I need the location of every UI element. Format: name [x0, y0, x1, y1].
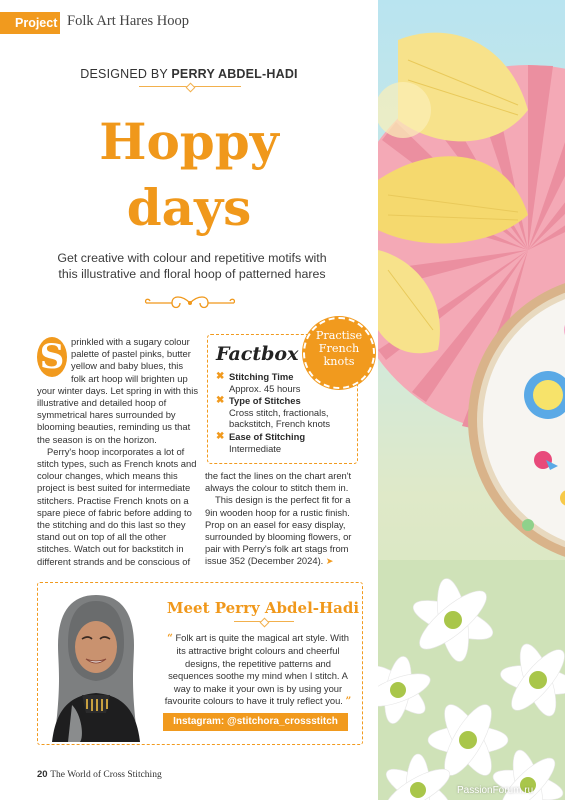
project-photo [378, 0, 565, 800]
designer-name: PERRY ABDEL-HADI [171, 67, 298, 81]
magazine-name: The World of Cross Stitching [50, 770, 162, 780]
factbox-item [216, 395, 349, 430]
body-paragraph-4: This design is the perfect fit for a 9in wooden hoop for a rustic finish. Prop on an easel for easy display, surrounded by blooming flowers, or pair with Perry's folk art stags from issue 352 (December 2024). [205, 494, 352, 567]
body-column-2 [205, 470, 365, 568]
designer-quote [163, 632, 353, 708]
meet-divider [234, 621, 294, 622]
headline-line-1: Hoppy [99, 112, 279, 171]
page-number: 20 [37, 769, 48, 780]
open-quote-icon: “ [167, 633, 173, 644]
meet-designer-box [37, 582, 363, 745]
end-arrow-icon: ➤ [325, 556, 334, 567]
section-tag: Project [0, 12, 60, 34]
headline-line-2: days [126, 178, 252, 237]
body-column-1 [37, 336, 198, 568]
standfirst: Get creative with colour and repetitive motifs with this illustrative and floral hoop of patterned hares [57, 251, 327, 281]
meet-title: Meet Perry Abdel-Hadi [166, 599, 360, 617]
factbox-label: Ease of Stitching [229, 430, 306, 442]
factbox-item [216, 431, 349, 454]
designer-byline [0, 67, 378, 81]
factbox-value: Intermediate [229, 442, 282, 454]
badge-line-3: knots [323, 355, 355, 368]
instagram-handle[interactable]: Instagram: @stitchora_crossstitch [163, 713, 348, 731]
designer-portrait [42, 587, 150, 742]
page-footer [37, 769, 162, 780]
drop-cap: S [37, 337, 67, 377]
quote-text: Folk art is quite the magical art style. With its attractive bright colours and cheerful designs, the repetitive patterns and sequences soothe my mind when I stitch. A way to make it your own is by using your favourite colours to have it truly reflect you. [164, 632, 349, 707]
cross-stitch-icon: ✖ [216, 395, 225, 407]
white-daisies [378, 560, 565, 800]
badge-line-2: French [318, 342, 360, 355]
body-paragraph-3: the fact the lines on the chart aren't always the colour to stitch them in. [205, 470, 352, 494]
factbox-label: Stitching Time [229, 371, 294, 382]
byline-divider [139, 86, 241, 87]
tip-badge [303, 317, 375, 389]
factbox-title: Factbox [216, 343, 299, 365]
badge-line-1: Practise [315, 329, 363, 342]
body-paragraph-2: Perry's hoop incorporates a lot of stitch types, such as French knots and colour changes, which means this project is best suited for intermediate stitchers. Practise French knots on a spare piece of fabric before adding to the stitching and do this last so they stand out on top of all the other stitches. Watch out for backstitch in different strands and be conscious of [37, 445, 197, 567]
body-paragraph-1: prinkled with a sugary colour palette of pastel pinks, butter yellow and baby blues, this folk art hoop will brighten up your winter days. Let spring in with this illustrative and detailed hoop of symmetrical hares surrounded by blooming beauties, reminding us that the season is on the horizon. [37, 336, 199, 445]
factbox-value: Cross stitch, fractionals, backstitch, French knots [229, 406, 331, 430]
factbox-label: Type of Stitches [229, 395, 301, 407]
cross-stitch-icon: ✖ [216, 430, 225, 442]
site-watermark: PassionForum.ru [457, 785, 534, 796]
close-quote-icon: ” [345, 696, 352, 708]
byline-prefix: DESIGNED BY [80, 67, 168, 81]
flourish-divider-icon [142, 294, 238, 312]
section-title: Folk Art Hares Hoop [67, 13, 190, 29]
factbox-value: Approx. 45 hours [229, 382, 301, 394]
cross-stitch-icon: ✖ [216, 371, 225, 382]
